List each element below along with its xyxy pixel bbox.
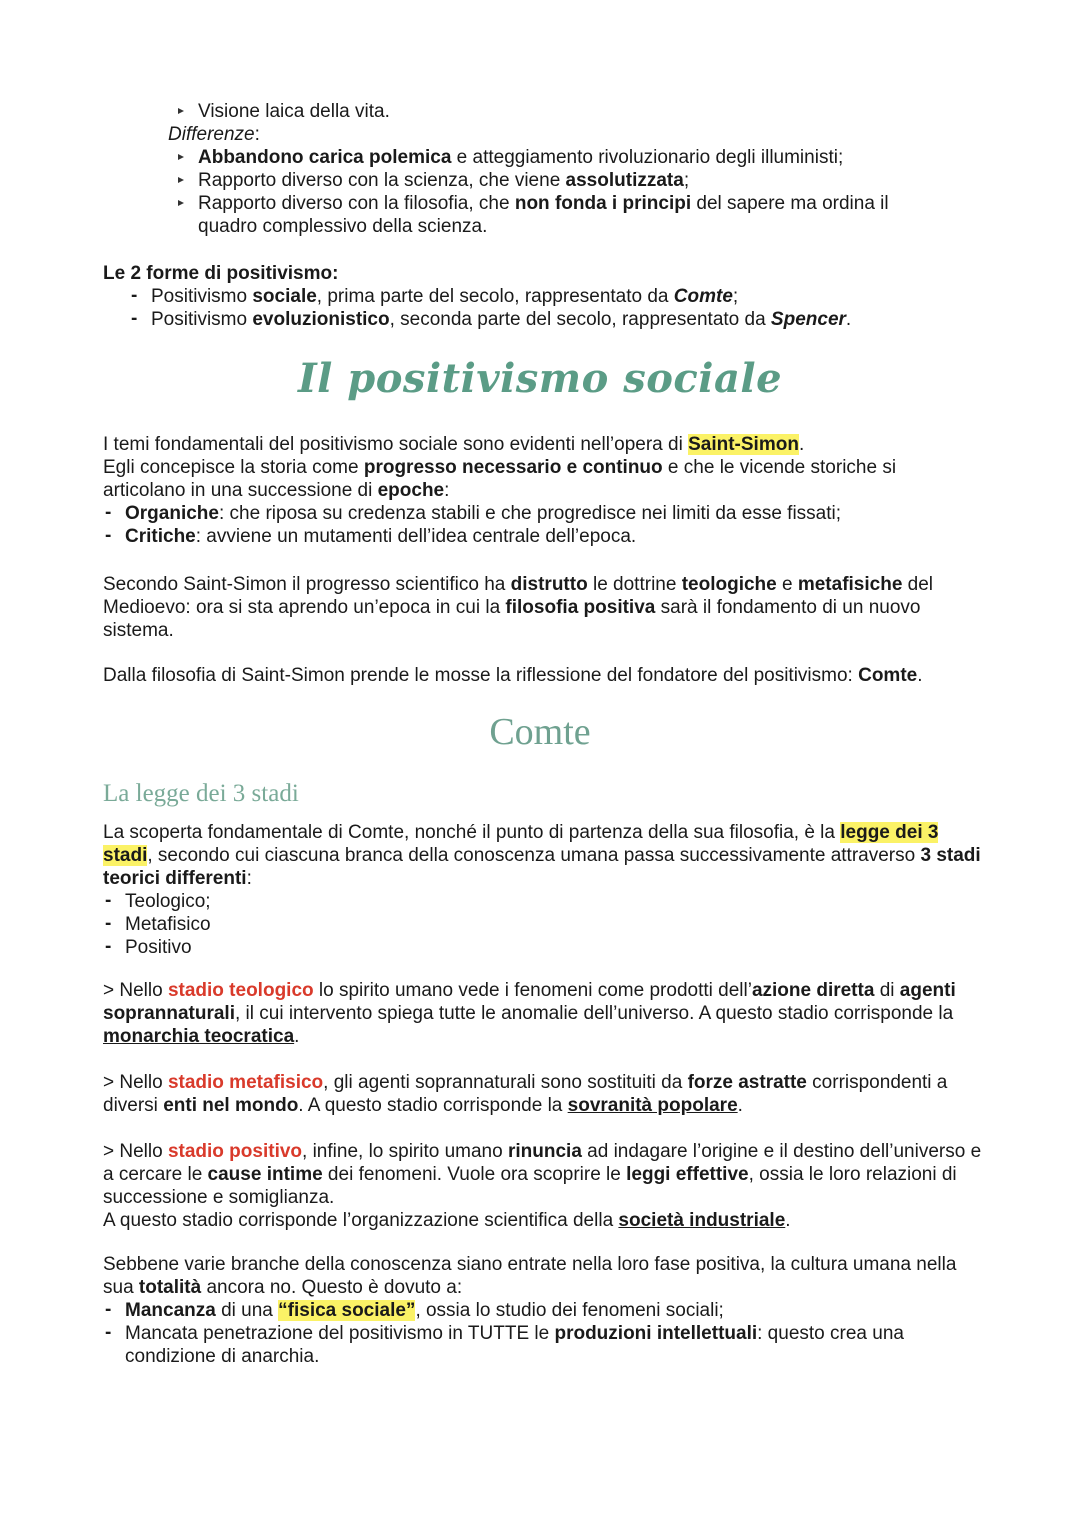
differences-list: [165, 146, 965, 238]
list-item: Visione laica della vita.: [165, 100, 965, 123]
epochs-list: [103, 502, 963, 548]
comte-intro-paragraph: Dalla filosofia di Saint-Simon prende le mosse la riflessione del fondatore del positivismo: Comte.: [103, 665, 923, 686]
list-item: - Teologico;: [103, 890, 983, 913]
causes-list: [103, 1299, 963, 1368]
cultura-paragraph: Sebbene varie branche della conoscenza siano entrate nella loro fase positiva, la cultura umana nella sua totalità ancora no. Questo è dovuto a: - Mancanza di una “fisica sociale”, ossia lo studio dei fenomeni sociali; - Mancata penetrazione del positivismo in TUTTE le produzioni intellettuali: questo crea una condizione di anarchia.: [103, 1253, 963, 1368]
stadio-metafisico-paragraph: > Nello stadio metafisico, gli agenti soprannaturali sono sostituiti da forze astratte corrispondenti a diversi enti nel mondo. A questo stadio corrisponde la sovranità popolare.: [103, 1072, 948, 1116]
list-item: Abbandono carica polemica e atteggiamento rivoluzionario degli illuministi;: [165, 146, 965, 169]
section-title-positivismo-sociale: Il positivismo sociale: [297, 355, 783, 402]
stadio-positivo-paragraph: > Nello stadio positivo, infine, lo spirito umano rinuncia ad indagare l’origine e il destino dell’universo e a cercare le cause intime dei fenomeni. Vuole ora scoprire le leggi effettive, ossia le loro relazioni di successione e somiglianza. A questo stadio corrisponde l’organizzazione scientifica della società industriale.: [103, 1141, 982, 1231]
list-item: - Organiche: che riposa su credenza stabili e che progredisce nei limiti da esse fissati;: [103, 502, 963, 525]
list-item: Rapporto diverso con la filosofia, che non fonda i principi del sapere ma ordina il quadro complessivo della scienza.: [165, 192, 943, 238]
saint-simon-intro: I temi fondamentali del positivismo sociale sono evidenti nell’opera di Saint-Simon. Egli concepisce la storia come progresso necessario e continuo e che le vicende storiche si articolano in una successione di epoche: - Organiche: che riposa su credenza stabili e che progredisce nei limiti da esse fissati; - Critiche: avviene un mutamenti dell’idea centrale dell’epoca.: [103, 433, 963, 548]
list-item: - Metafisico: [103, 913, 983, 936]
list-item: - Mancanza di una “fisica sociale”, ossia lo studio dei fenomeni sociali;: [103, 1299, 963, 1322]
differences-label: Differenze:: [168, 124, 260, 145]
stadio-teologico-paragraph: > Nello stadio teologico lo spirito umano vede i fenomeni come prodotti dell’azione diretta di agenti soprannaturali, il cui intervento spiega tutte le anomalie dell’universo. A questo stadio corrisponde la monarchia teocratica.: [103, 980, 956, 1047]
similarities-list-tail: [165, 100, 965, 123]
forms-section: [103, 262, 983, 331]
saint-simon-progress-paragraph: Secondo Saint-Simon il progresso scientifico ha distrutto le dottrine teologiche e metafisiche del Medioevo: ora si sta aprendo un’epoca in cui la filosofia positiva sarà il fondamento di un nuovo sistema.: [103, 574, 934, 641]
section-title-comte: Comte: [489, 711, 591, 753]
forms-list: [103, 285, 983, 331]
subsection-title-legge-3-stadi: La legge dei 3 stadi: [103, 780, 299, 807]
list-item: - Positivo: [103, 936, 983, 959]
top-section: [165, 100, 965, 238]
list-item: - Positivismo sociale, prima parte del secolo, rappresentato da Comte;: [129, 285, 983, 308]
legge-paragraph: La scoperta fondamentale di Comte, nonché il punto di partenza della sua filosofia, è la legge dei 3 stadi, secondo cui ciascuna branca della conoscenza umana passa successivamente attraverso 3 stadi teorici differenti: - Teologico; - Metafisico - Positivo: [103, 821, 983, 959]
list-item: - Critiche: avviene un mutamenti dell’idea centrale dell’epoca.: [103, 525, 963, 548]
stages-list: [103, 890, 983, 959]
list-item: - Mancata penetrazione del positivismo in TUTTE le produzioni intellettuali: questo crea una condizione di anarchia.: [103, 1322, 955, 1368]
list-item: Rapporto diverso con la scienza, che viene assolutizzata;: [165, 169, 965, 192]
forms-heading: Le 2 forme di positivismo:: [103, 263, 339, 284]
list-item: - Positivismo evoluzionistico, seconda parte del secolo, rappresentato da Spencer.: [129, 308, 983, 331]
